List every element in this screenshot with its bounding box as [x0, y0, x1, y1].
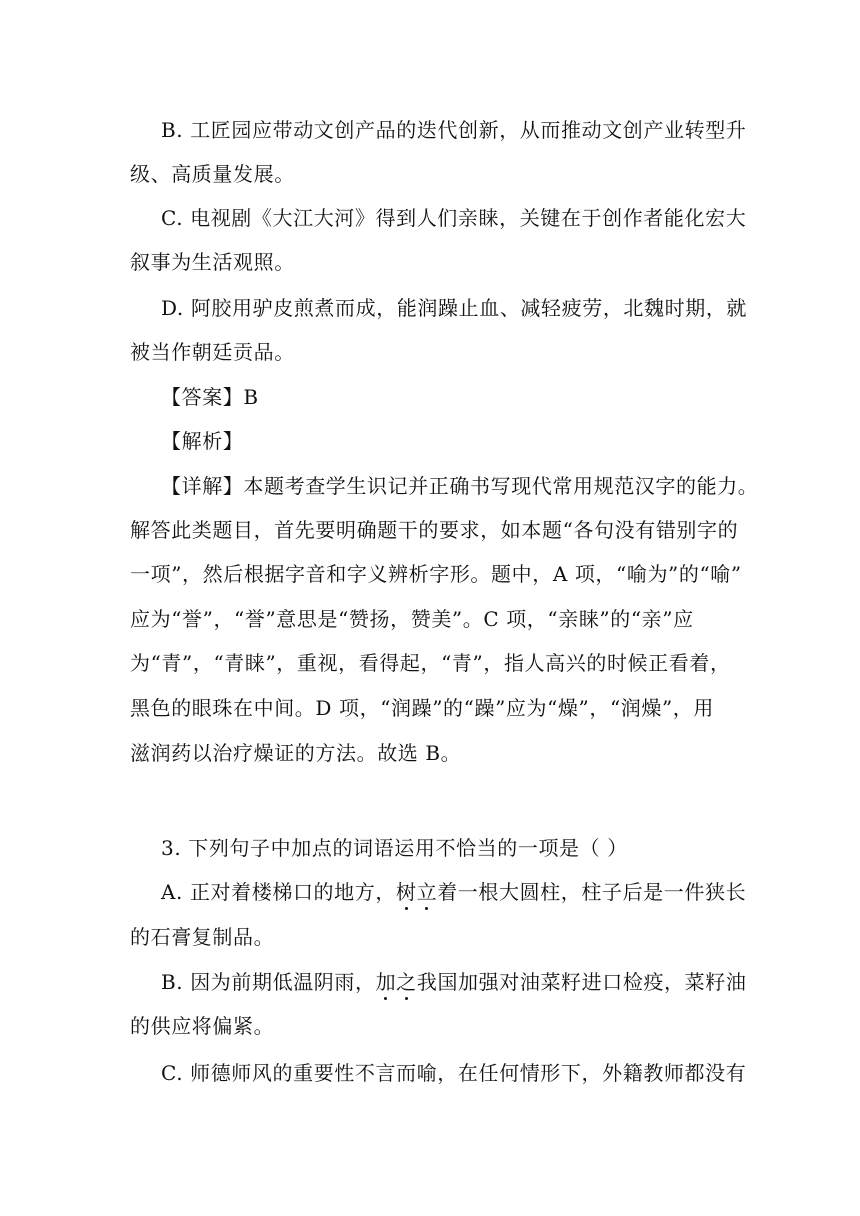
option-d-line-2: 被当作朝廷贡品。 — [130, 340, 295, 364]
q3-option-a-text-after: 着一根大圆柱，柱子后是一件狭长 — [437, 880, 747, 904]
analysis-heading: 【解析】 — [161, 429, 244, 453]
q3-option-b-line-1 — [161, 970, 746, 994]
q3-option-b-text-before: B. 因为前期低温阴雨， — [161, 970, 376, 994]
dotted-word-jiazhi — [376, 970, 417, 994]
option-b-line-2: 级、高质量发展。 — [130, 162, 295, 186]
q3-option-b-line-2: 的供应将偏紧。 — [130, 1014, 275, 1038]
q3-option-a-text-before: A. 正对着楼梯口的地方， — [161, 880, 396, 904]
detail-line-2: 解答此类题目，首先要明确题干的要求，如本题“各句没有错别字的 — [130, 518, 739, 542]
option-c-line-2: 叙事为生活观照。 — [130, 250, 295, 274]
answer-line: 【答案】B — [161, 385, 259, 409]
q3-option-a-line-1 — [161, 880, 746, 904]
dotted-word-shuli — [396, 880, 437, 904]
option-d-line-1: D. 阿胶用驴皮煎煮而成，能润躁止血、减轻疲劳，北魏时期，就 — [161, 296, 748, 320]
option-b-line-1: B. 工匠园应带动文创产品的迭代创新，从而推动文创产业转型升 — [161, 118, 747, 142]
detail-line-5: 为“青”，“青睐”，重视，看得起，“青”，指人高兴的时候正看着， — [130, 651, 731, 675]
q3-option-b-text-after: 我国加强对油菜籽进口检疫，菜籽油 — [416, 970, 747, 994]
detail-line-3: 一项”，然后根据字音和字义辨析字形。题中，A 项，“喻为”的“喻” — [130, 562, 742, 586]
detail-line-4: 应为“誉”，“誉”意思是“赞扬，赞美”。C 项，“亲睐”的“亲”应 — [130, 607, 694, 631]
q3-option-c-line-1: C. 师德师风的重要性不言而喻，在任何情形下，外籍教师都没有 — [161, 1061, 747, 1085]
q3-option-a-line-2: 的石膏复制品。 — [130, 925, 275, 949]
emphasis-dot-char: 立 — [416, 880, 438, 904]
emphasis-dot-char: 树 — [395, 880, 417, 904]
detail-line-1: 【详解】本题考查学生识记并正确书写现代常用规范汉字的能力。 — [161, 474, 759, 498]
emphasis-dot-char: 加 — [375, 970, 397, 994]
emphasis-dot-char: 之 — [396, 970, 417, 994]
detail-line-6: 黑色的眼珠在中间。D 项，“润躁”的“躁”应为“燥”，“润燥”，用 — [130, 696, 714, 720]
option-c-line-1: C. 电视剧《大江大河》得到人们亲睐，关键在于创作者能化宏大 — [161, 206, 747, 230]
question-3-title: 3. 下列句子中加点的词语运用不恰当的一项是（ ） — [161, 836, 628, 860]
detail-line-7: 滋润药以治疗燥证的方法。故选 B。 — [130, 741, 462, 765]
